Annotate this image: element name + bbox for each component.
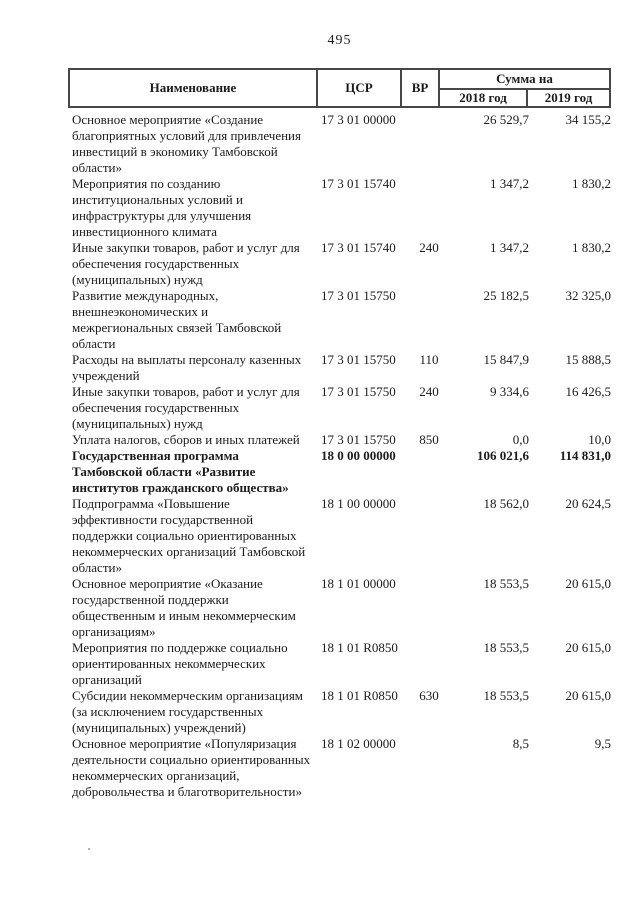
cell-name: Расходы на выплаты персоналу казенных учреждений [72,352,302,383]
cell-name: Государственная программа Тамбовской области «Развитие институтов гражданского общества» [72,448,289,495]
cell-name: Подпрограмма «Повышение эффективности государственной поддержки социально ориентированных некоммерческих организаций Тамбовской области» [72,496,306,575]
cell-y1: 106 021,6 [477,448,529,463]
table-row [68,112,611,176]
table-row [68,384,611,432]
table-row [68,576,611,640]
cell-csr: 17 3 01 15750 [321,432,396,447]
cell-csr: 17 3 01 00000 [321,112,396,127]
cell-y2: 9,5 [594,736,611,751]
cell-name: Субсидии некоммерческим организациям (за исключением государственных (муниципальных) учреждений) [72,688,304,735]
cell-y1: 25 182,5 [483,288,529,303]
cell-y1: 15 847,9 [483,352,529,367]
cell-csr: 18 1 01 00000 [321,576,396,591]
column-header-year-2019: 2019 год [544,90,593,105]
budget-table [68,68,611,800]
cell-y2: 20 615,0 [565,576,611,591]
cell-name: Основное мероприятие «Создание благоприятных условий для привлечения инвестиций в экономику Тамбовской области» [72,112,301,175]
column-header-year-2018: 2018 год [440,90,528,106]
cell-y2: 16 426,5 [565,384,611,399]
cell-y2: 20 615,0 [565,640,611,655]
table-row [68,496,611,576]
table-row [68,240,611,288]
cell-csr: 18 1 02 00000 [321,736,396,751]
table-row [68,352,611,384]
cell-csr: 17 3 01 15750 [321,352,396,367]
column-header-years [440,90,609,106]
cell-y2: 20 615,0 [565,688,611,703]
cell-y1: 0,0 [512,432,529,447]
table-row [68,736,611,800]
cell-csr: 17 3 01 15740 [321,176,396,191]
cell-name: Иные закупки товаров, работ и услуг для обеспечения государственных (муниципальных) нужд [72,384,300,431]
column-header-name: Наименование [70,70,318,106]
cell-y1: 18 562,0 [483,496,529,511]
scan-artifact [88,848,90,850]
cell-y2: 1 830,2 [572,176,611,191]
column-header-csr: ЦСР [318,70,402,106]
cell-csr: 17 3 01 15750 [321,384,396,399]
cell-name: Уплата налогов, сборов и иных платежей [72,432,300,447]
cell-csr: 18 1 00 00000 [321,496,396,511]
table-header [68,68,611,108]
cell-y2: 1 830,2 [572,240,611,255]
table-row [68,448,611,496]
cell-csr: 18 1 01 R0850 [321,688,398,703]
cell-y1: 18 553,5 [483,576,529,591]
table-row [68,640,611,688]
cell-y2: 32 325,0 [565,288,611,303]
column-header-vr: ВР [402,70,440,106]
cell-csr: 17 3 01 15740 [321,240,396,255]
cell-y1: 18 553,5 [483,688,529,703]
cell-name: Мероприятия по поддержке социально ориентированных некоммерческих организаций [72,640,288,687]
table-row [68,432,611,448]
cell-name: Основное мероприятие «Оказание государственной поддержки общественным и иным некоммерческим организациям» [72,576,296,639]
cell-name: Мероприятия по созданию институциональных условий и инфраструктуры для улучшения инвестиционного климата [72,176,252,239]
cell-csr: 17 3 01 15750 [321,288,396,303]
column-header-sum-group [440,70,609,106]
cell-csr: 18 1 01 R0850 [321,640,398,655]
cell-name: Иные закупки товаров, работ и услуг для обеспечения государственных (муниципальных) нужд [72,240,300,287]
cell-name: Развитие международных, внешнеэкономических и межрегиональных связей Тамбовской области [72,288,282,351]
cell-y1: 8,5 [512,736,529,751]
cell-y1: 1 347,2 [490,240,529,255]
cell-vr: 850 [419,432,439,447]
cell-vr: 240 [419,240,439,255]
cell-y2: 15 888,5 [565,352,611,367]
cell-y1: 18 553,5 [483,640,529,655]
cell-vr: 240 [419,384,439,399]
table-body [68,108,611,800]
table-row [68,176,611,240]
cell-y1: 26 529,7 [483,112,529,127]
page-number: 495 [327,33,352,48]
cell-vr: 110 [419,352,439,367]
cell-csr: 18 0 00 00000 [321,448,396,463]
cell-vr: 630 [419,688,439,703]
cell-y2: 10,0 [588,432,611,447]
column-header-sum-title: Сумма на [440,70,609,90]
cell-name: Основное мероприятие «Популяризация деятельности социально ориентированных некоммерческих организаций, добровольчества и благотворительности» [72,736,311,799]
cell-y1: 1 347,2 [490,176,529,191]
cell-y2: 20 624,5 [565,496,611,511]
cell-y2: 34 155,2 [565,112,611,127]
cell-y2: 114 831,0 [559,448,611,463]
cell-y1: 9 334,6 [490,384,529,399]
table-row [68,688,611,736]
table-row [68,288,611,352]
